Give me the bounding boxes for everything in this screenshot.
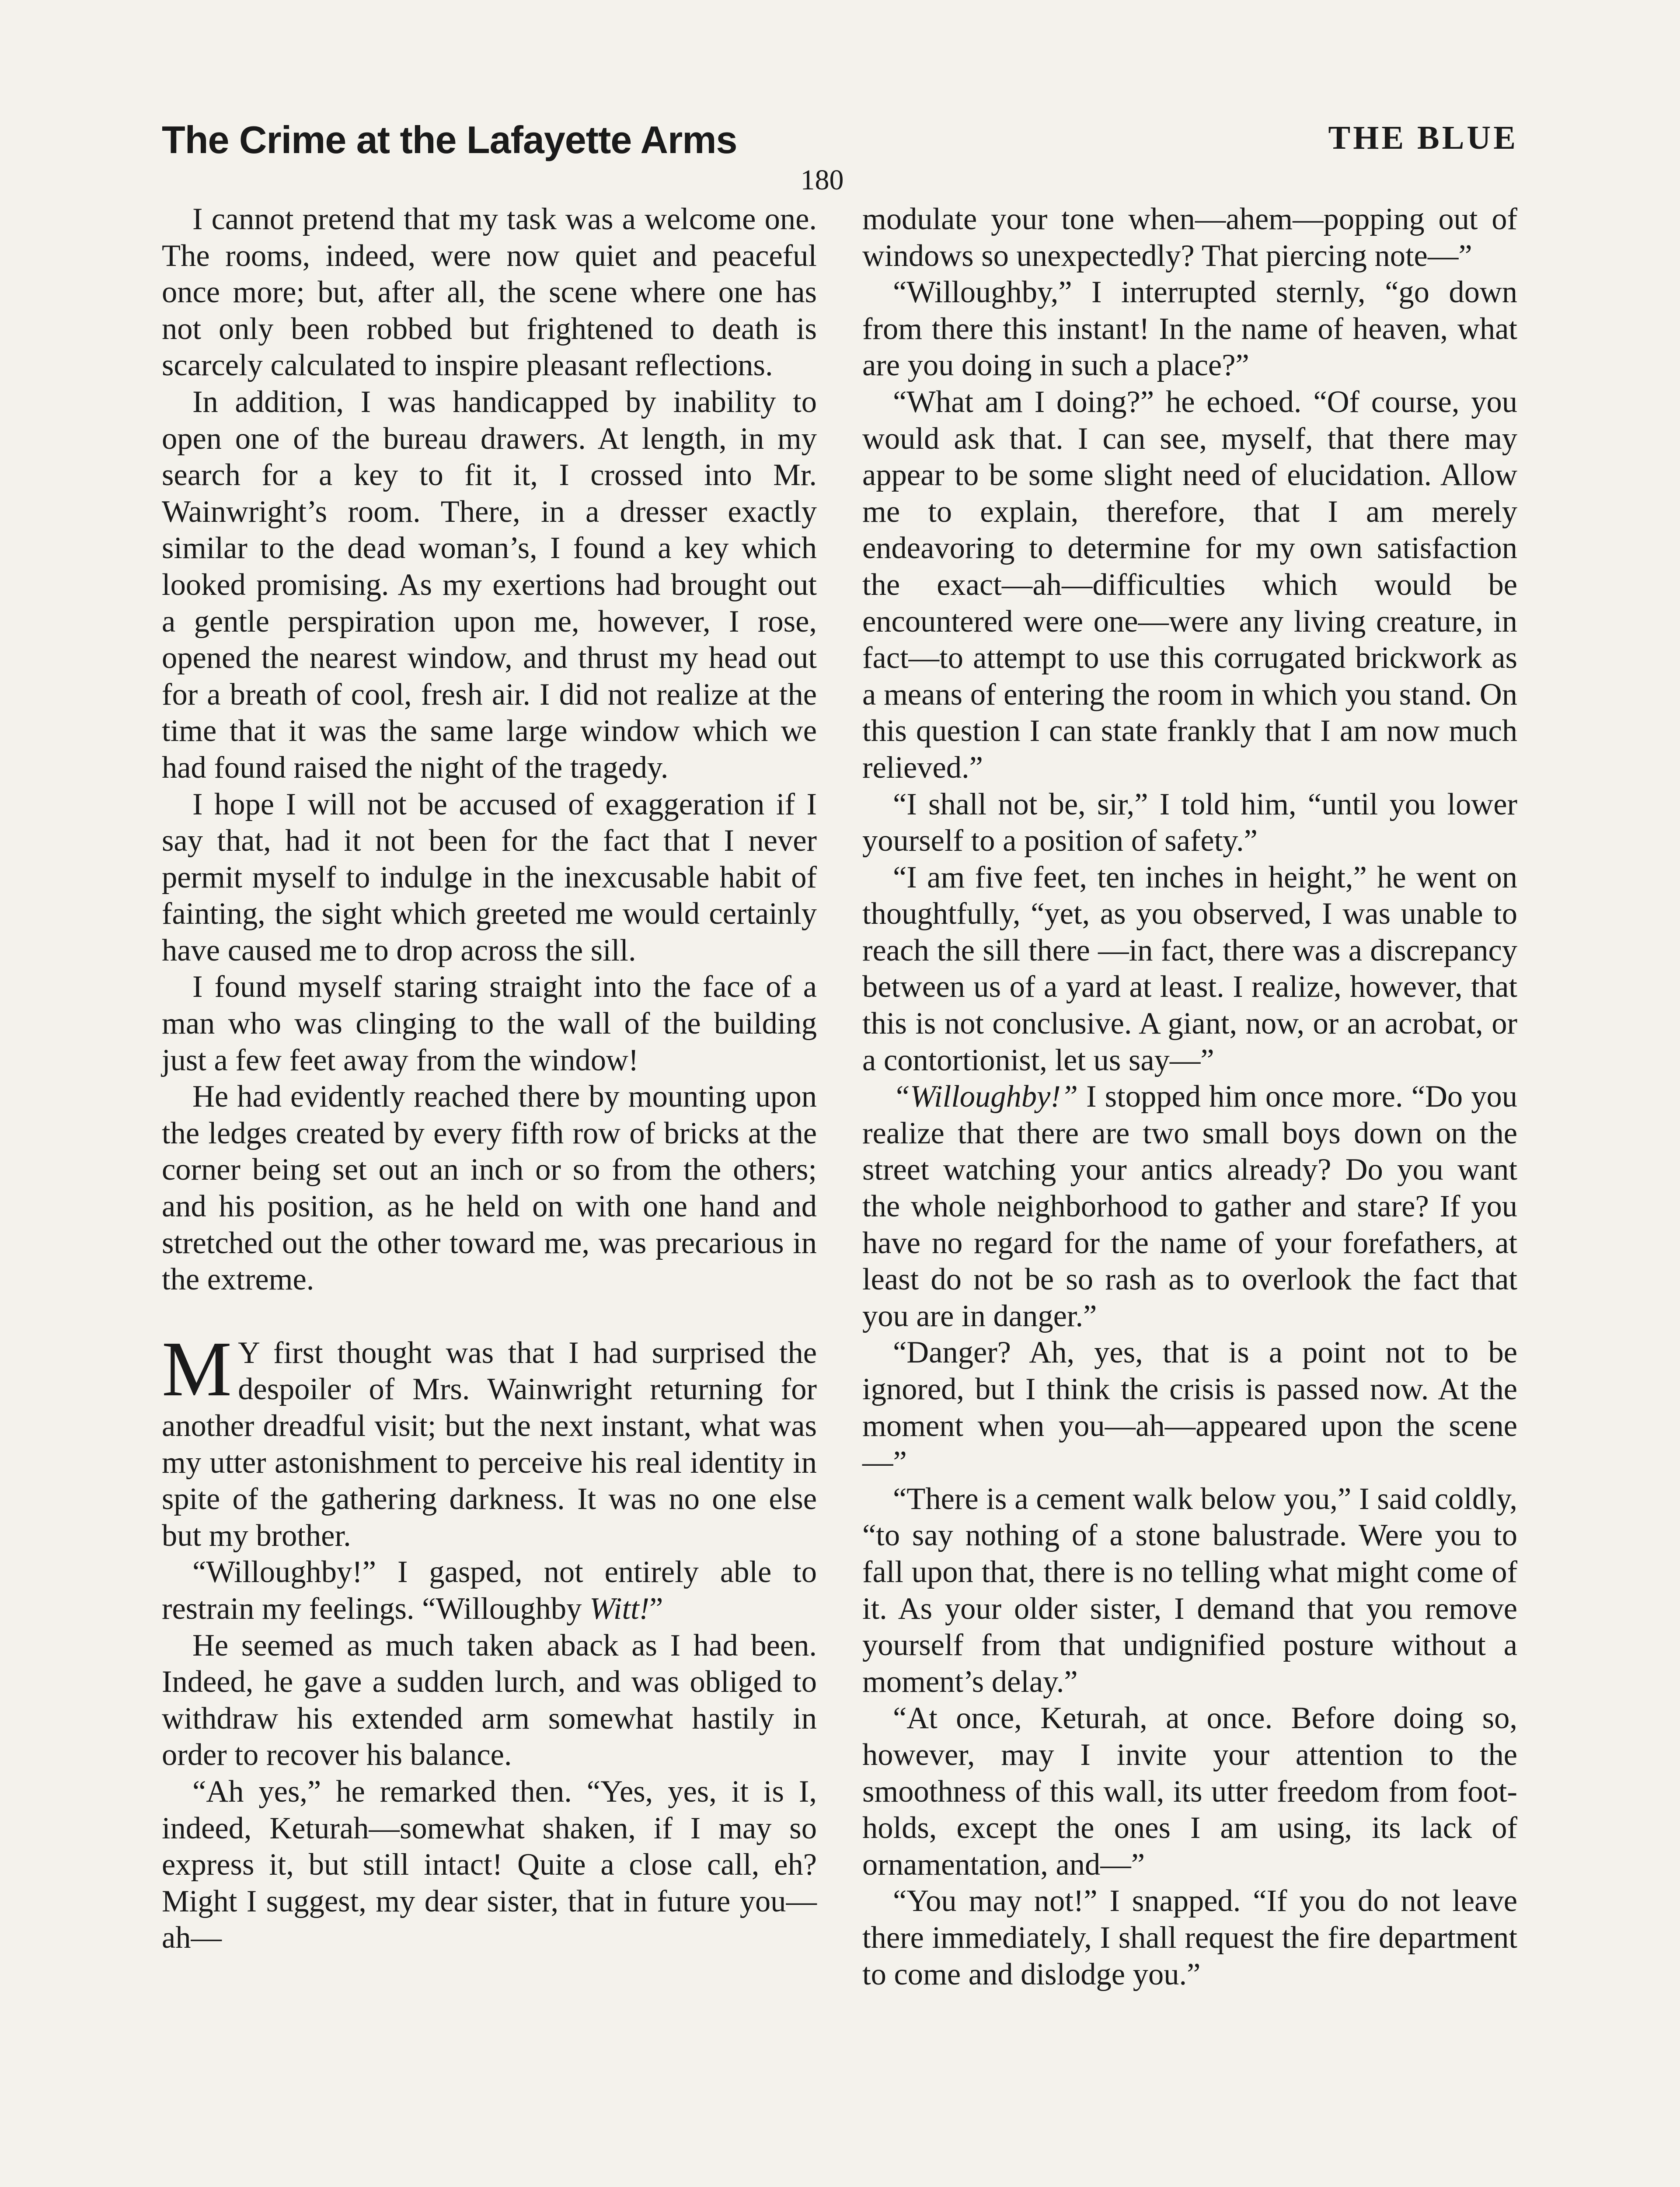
paragraph: “Danger? Ah, yes, that is a point not to be ignored, but I think the crisis is passed now. At the moment when you—ah—appeared upon the scene—” <box>862 1335 1517 1480</box>
paragraph: “Willoughby,” I interrupted sternly, “go down from there this instant! In the name of heaven, what are you doing in such a place?” <box>862 275 1517 383</box>
right-column <box>862 201 1517 1993</box>
paragraph-text: “Willoughby!” I gasped, not entirely able to restrain my feelings. “Willoughby <box>162 1555 817 1626</box>
dropcap-paragraph <box>162 1325 817 1555</box>
paragraph: I found myself staring straight into the face of a man who was clinging to the wall of the building just a few feet away from the window! <box>162 970 817 1077</box>
paragraph-text: Y first thought was that I had surprised the despoiler of Mrs. Wainwright returning for another dreadful visit; but the next instant, what was my utter astonishment to perceive his real identity in spite of the gathering darkness. It was no one else but my brother. <box>162 1335 817 1553</box>
italic-text: Witt! <box>589 1591 650 1626</box>
paragraph-text: I stopped him once more. “Do you realize that there are two small boys down on the street watching your antics already? Do you want the whole neighborhood to gather and stare? If you have no regard for the name of your forefathers, at least do not be so rash as to overlook the fact that you are in danger.” <box>862 1080 1517 1333</box>
paragraph: “I am five feet, ten inches in height,” he went on thoughtfully, “yet, as you observed, I was unable to reach the sill there —in fact, there was a discrepancy between us of a yard at least. I realize, however, that this is not conclusive. A giant, now, or an acrobat, or a contortionist, let us say—” <box>862 860 1517 1077</box>
paragraph: I hope I will not be accused of exaggeration if I say that, had it not been for the fact that I never permit myself to indulge in the inexcusable habit of fainting, the sight which greeted me would certainly have caused me to drop across the sill. <box>162 787 817 968</box>
story-title: The Crime at the Lafayette Arms <box>162 118 737 161</box>
magazine-name: THE BLUE <box>1328 119 1518 156</box>
paragraph: “You may not!” I snapped. “If you do not leave there immediately, I shall request the fire department to come and dislodge you.” <box>862 1884 1517 1991</box>
paragraph: “There is a cement walk below you,” I said coldly, “to say nothing of a stone balustrade. Were you to fall upon that, there is no telling what might come of it. As your older sister, I demand that you remove yourself from that undignified posture without a moment’s delay.” <box>862 1481 1517 1699</box>
paragraph: He had evidently reached there by mounting upon the ledges created by every fifth row of bricks at the corner being set out an inch or so from the others; and his position, as he held on with one hand and stretched out the other toward me, was precarious in the extreme. <box>162 1080 817 1297</box>
paragraph: “Ah yes,” he remarked then. “Yes, yes, it is I, indeed, Keturah—somewhat shaken, if I may so express it, but still intact! Quite a close call, eh? Might I suggest, my dear sister, that in future you—ah— <box>162 1774 817 1955</box>
paragraph: He seemed as much taken aback as I had been. Indeed, he gave a sudden lurch, and was obliged to withdraw his extended arm somewhat hastily in order to recover his balance. <box>162 1628 817 1772</box>
paragraph <box>862 1079 1517 1335</box>
left-column <box>162 201 817 1956</box>
paragraph: “At once, Keturah, at once. Before doing so, however, may I invite your attention to the smoothness of this wall, its utter freedom from foot-holds, except the ones I am using, its lack of ornamentation, and—” <box>862 1701 1517 1882</box>
paragraph <box>162 1554 817 1627</box>
section-break <box>162 1298 817 1335</box>
drop-cap: M <box>162 1325 232 1412</box>
paragraph: “I shall not be, sir,” I told him, “until you lower yourself to a position of safety.” <box>862 787 1517 858</box>
paragraph: In addition, I was handicapped by inability to open one of the bureau drawers. At length, in my search for a key to fit it, I crossed into Mr. Wainwright’s room. There, in a dresser exactly similar to the dead woman’s, I found a key which looked promising. As my exertions had brought out a gentle perspiration upon me, however, I rose, opened the nearest window, and thrust my head out for a breath of cool, fresh air. I did not realize at the time that it was the same large window which we had found raised the night of the tragedy. <box>162 384 817 785</box>
paragraph: modulate your tone when—ahem—popping out of windows so unexpectedly? That piercing note—” <box>862 202 1517 273</box>
running-head <box>162 116 1518 164</box>
italic-text: “Willoughby!” <box>893 1080 1078 1114</box>
paragraph: “What am I doing?” he echoed. “Of course, you would ask that. I can see, myself, that there may appear to be some slight need of elucidation. Allow me to explain, therefore, that I am merely endeavoring to determine for my own satisfaction the exact—ah—difficulties which would be encountered were one—were any living creature, in fact—to attempt to use this corrugated brickwork as a means of entering the room in which you stand. On this question I can state frankly that I am now much relieved.” <box>862 384 1517 785</box>
paragraph: I cannot pretend that my task was a welcome one. The rooms, indeed, were now quiet and peaceful once more; but, after all, the scene where one has not only been robbed but frightened to death is scarcely calculated to inspire pleasant reflections. <box>162 202 817 383</box>
paragraph-text: ” <box>649 1591 663 1626</box>
page-number: 180 <box>800 164 844 196</box>
